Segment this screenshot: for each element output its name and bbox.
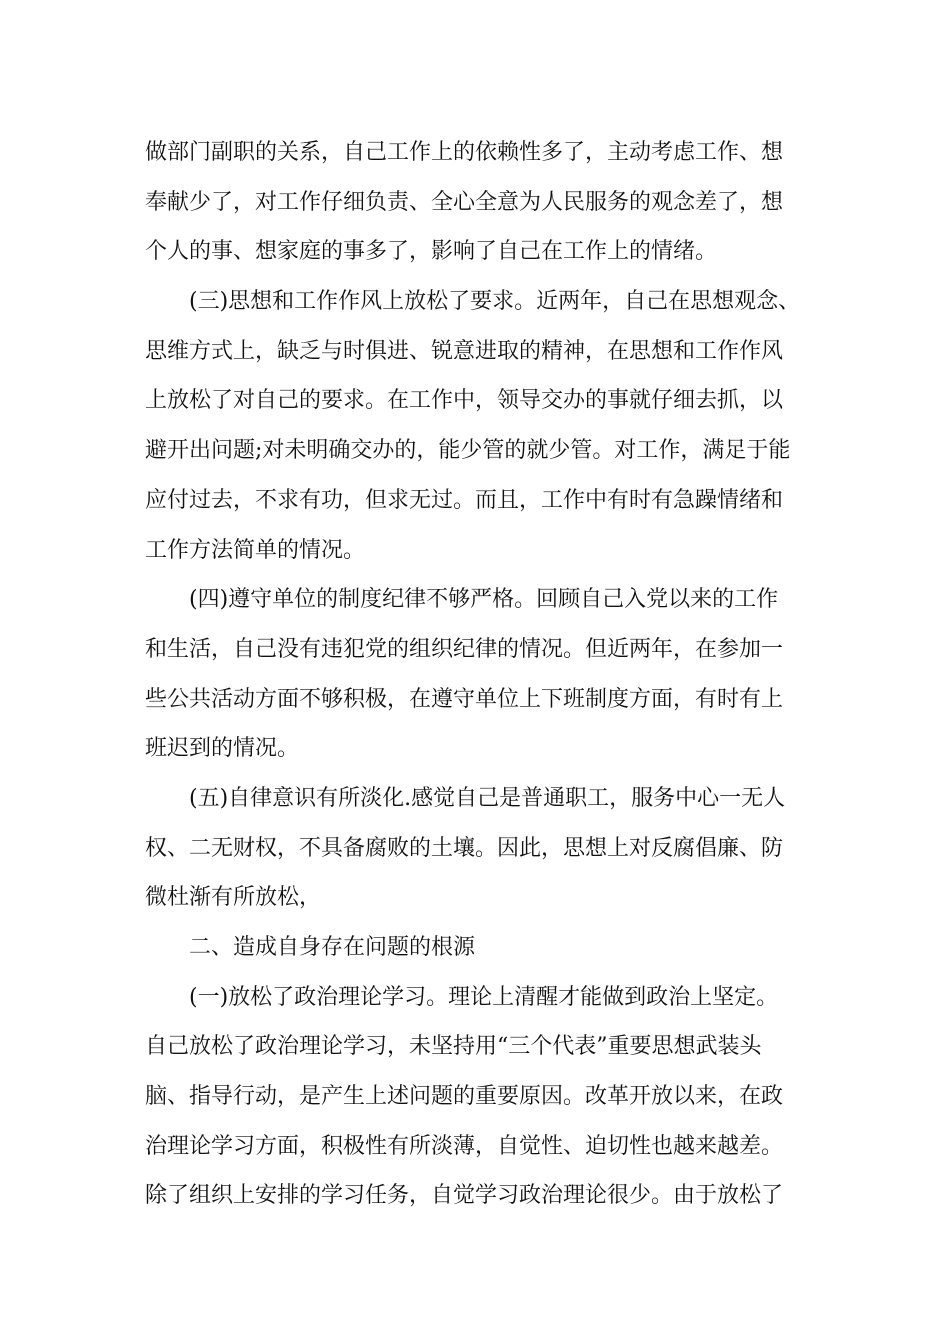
- text-line: 工作方法简单的情况。: [145, 537, 366, 563]
- text-line: 上放松了对自己的要求。在工作中，领导交办的事就仔细去抓，以: [145, 388, 784, 414]
- text-line: 自己放松了政治理论学习，未坚持用“三个代表”重要思想武装头: [145, 1034, 762, 1060]
- text-line: 些公共活动方面不够积极，在遵守单位上下班制度方面，有时有上: [145, 686, 784, 712]
- text-line: 应付过去，不求有功，但求无过。而且，工作中有时有急躁情绪和: [145, 487, 784, 513]
- paragraph-heading-1: (一)放松了政治理论学习。理论上清醒才能做到政治上坚定。: [189, 984, 779, 1010]
- paragraph-heading-4: (四)遵守单位的制度纪律不够严格。回顾自己入党以来的工作: [189, 587, 779, 613]
- body-text: [145, 128, 835, 1221]
- text-line: 脑、指导行动，是产生上述问题的重要原因。改革开放以来，在政: [145, 1084, 784, 1110]
- text-line: 权、二无财权，不具备腐败的土壤。因此，思想上对反腐倡廉、防: [145, 835, 784, 861]
- paragraph-heading-5: (五)自律意识有所淡化.感觉自己是普通职工，服务中心一无人: [189, 785, 786, 811]
- text-line: 避开出问题;对未明确交办的，能少管的就少管。对工作，满足于能: [145, 438, 791, 464]
- text-line: 治理论学习方面，积极性有所淡薄，自觉性、迫切性也越来越差。: [145, 1133, 784, 1159]
- text-line: 做部门副职的关系，自己工作上的依赖性多了，主动考虑工作、想: [145, 140, 784, 165]
- paragraph-heading-3: (三)思想和工作作风上放松了要求。近两年，自己在思想观念、: [189, 289, 801, 315]
- text-line: 除了组织上安排的学习任务，自觉学习政治理论很少。由于放松了: [145, 1183, 784, 1209]
- text-line: 思维方式上，缺乏与时俱进、锐意进取的精神，在思想和工作作风: [145, 338, 784, 364]
- text-line: 个人的事、想家庭的事多了，影响了自己在工作上的情绪。: [145, 239, 718, 265]
- text-line: 班迟到的情况。: [145, 736, 300, 762]
- text-line: 和生活，自己没有违犯党的组织纪律的情况。但近两年，在参加一: [145, 636, 784, 662]
- text-line: 奉献少了，对工作仔细负责、全心全意为人民服务的观念差了，想: [145, 189, 784, 215]
- section-heading: 二、造成自身存在问题的根源: [189, 935, 476, 960]
- text-line: 微杜渐有所放松，: [145, 885, 322, 911]
